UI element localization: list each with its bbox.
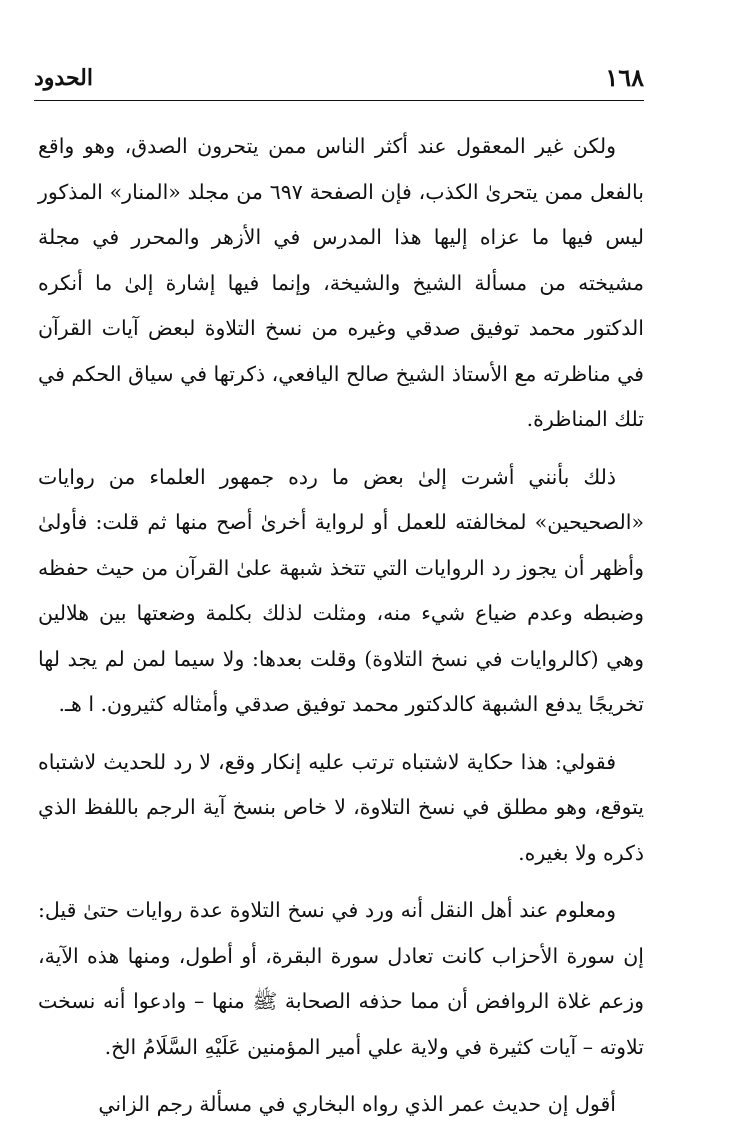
page-header xyxy=(34,58,644,92)
paragraph-1: ولكن غير المعقول عند أكثر الناس ممن يتحرون الصدق، وهو واقع بالفعل ممن يتحرىٰ الكذب، فإن الصفحة ٦٩٧ من مجلد «المنار» المذكور ليس فيها ما عزاه إليها هذا المدرس في الأزهر والمحرر في مجلة مشيخته من مسألة الشيخ والشيخة، وإنما فيها إشارة إلىٰ ما أنكره الدكتور محمد توفيق صدقي وغيره من نسخ التلاوة لبعض آيات القرآن في مناظرته مع الأستاذ الشيخ صالح اليافعي، ذكرتها في سياق الحكم في تلك المناظرة. xyxy=(38,134,644,431)
paragraph-4: ومعلوم عند أهل النقل أنه ورد في نسخ التلاوة عدة روايات حتىٰ قيل: إن سورة الأحزاب كانت تعادل سورة البقرة، أو أطول، ومنها هذه الآية، وزعم غلاة الروافض أن مما حذفه الصحابة ﷺ منها – وادعوا أنه نسخت تلاوته – آيات كثيرة في ولاية علي أمير المؤمنين عَلَيْهِ السَّلَامُ الخ. xyxy=(38,898,644,1059)
paragraph-2: ذلك بأنني أشرت إلىٰ بعض ما رده جمهور العلماء من روايات «الصحيحين» لمخالفته للعمل أو لرواية أخرىٰ أصح منها ثم قلت: فأولىٰ وأظهر أن يجوز رد الروايات التي تتخذ شبهة علىٰ القرآن من حيث حفظه وضبطه وعدم ضياع شيء منه، ومثلت لذلك بكلمة وضعتها بين هلالين وهي (كالروايات في نسخ التلاوة) وقلت بعدها: ولا سيما لمن لم يجد لها تخريجًا يدفع الشبهة كالدكتور محمد توفيق صدقي وأمثاله كثيرون. ا هـ. xyxy=(38,464,644,716)
running-title: الحدود xyxy=(34,65,93,91)
body-text xyxy=(38,124,644,1128)
paragraph-3: فقولي: هذا حكاية لاشتباه ترتب عليه إنكار وقع، لا رد للحديث لاشتباه يتوقع، وهو مطلق في نسخ التلاوة، لا خاص بنسخ آية الرجم باللفظ الذي ذكره ولا بغيره. xyxy=(38,749,644,865)
paragraph-5: أقول إن حديث عمر الذي رواه البخاري في مسألة رجم الزاني xyxy=(98,1092,616,1116)
page-number: ١٦٨ xyxy=(605,63,644,92)
header-divider xyxy=(34,100,644,101)
